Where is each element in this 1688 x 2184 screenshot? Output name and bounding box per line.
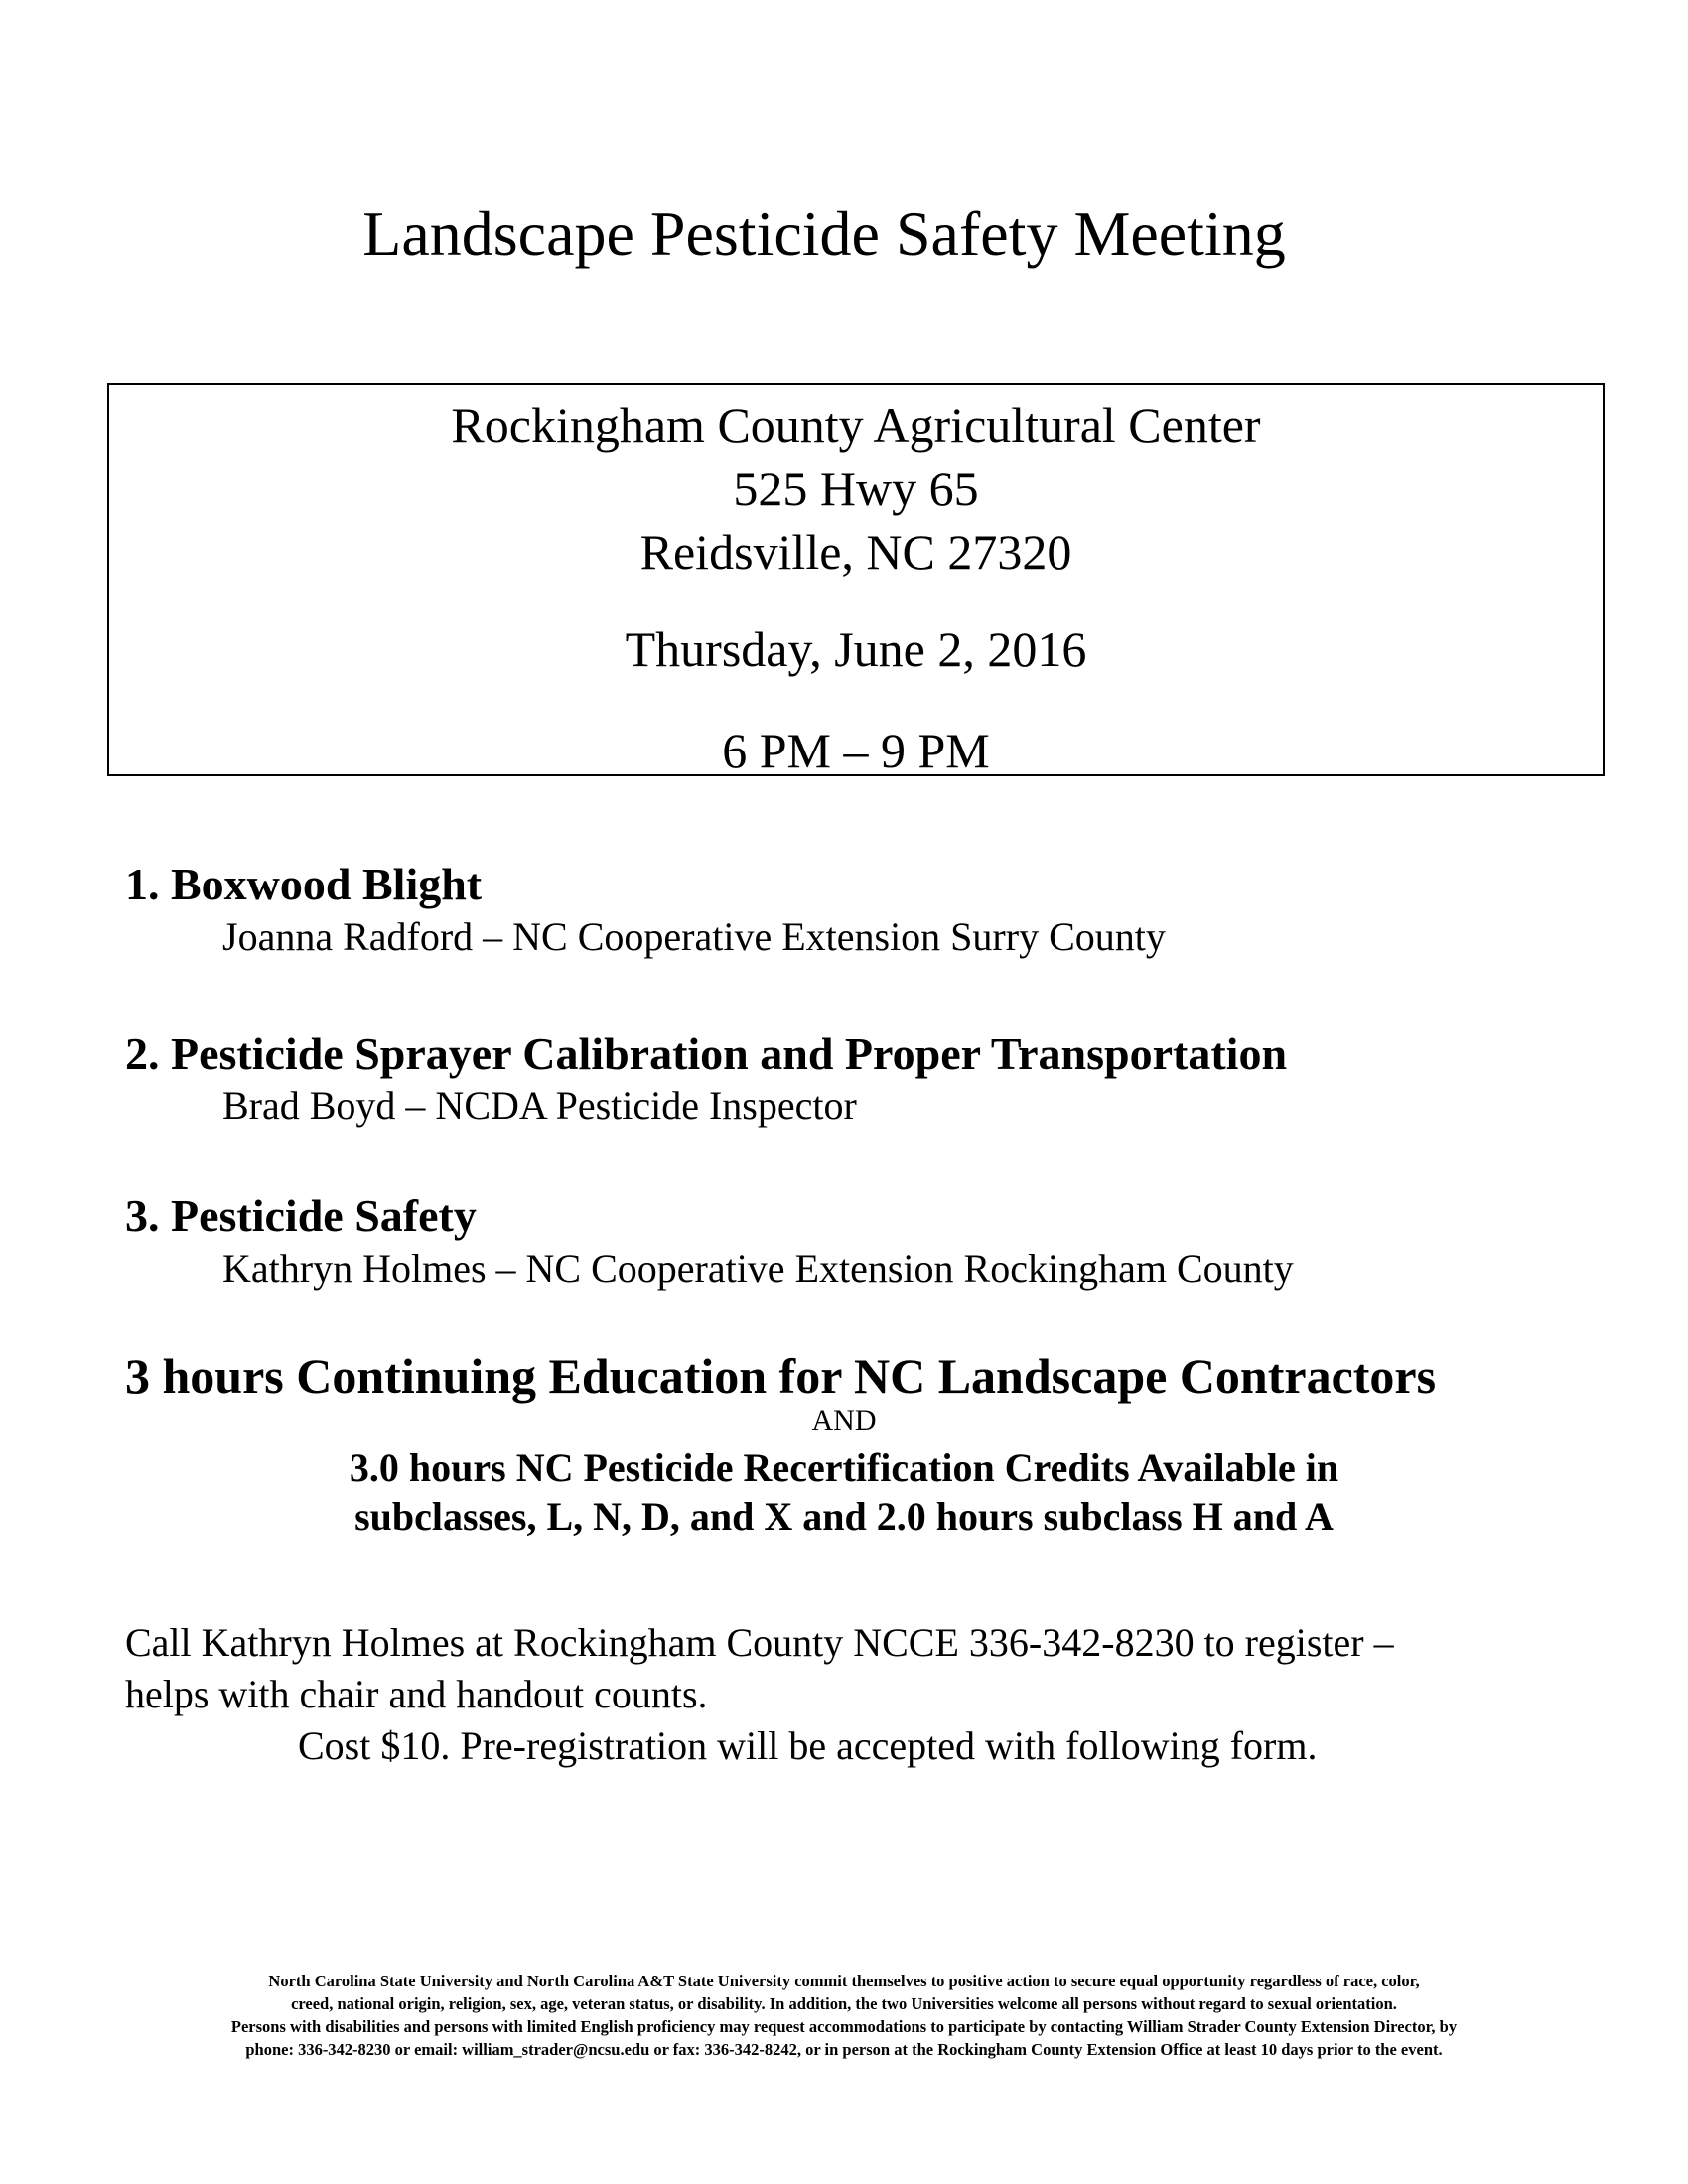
registration-text: helps with chair and handout counts. [125,1672,708,1716]
venue-name: Rockingham County Agricultural Center [451,397,1261,453]
agenda-item-title: 2. Pesticide Sprayer Calibration and Proper Transportation [125,1028,1288,1079]
page-title [0,197,1688,272]
recert-credits-line: 3.0 hours NC Pesticide Recertification Credits Available in [349,1445,1339,1490]
footer-line: phone: 336-342-8230 or email: william_strader@ncsu.edu or fax: 336-342-8242, or in person at the Rockingham County Extension Office at least 10 days prior to the event. [245,2040,1443,2059]
agenda-item-title: 3. Pesticide Safety [125,1190,477,1241]
event-time: 6 PM – 9 PM [722,723,990,778]
registration-text: Call Kathryn Holmes at Rockingham County NCCE 336-342-8230 to register – [125,1620,1394,1665]
ce-headline: 3 hours Continuing Education for NC Landscape Contractors [125,1348,1437,1404]
agenda-item-speaker: Kathryn Holmes – NC Cooperative Extension Rockingham County [222,1246,1294,1291]
footer-line: Persons with disabilities and persons with limited English proficiency may request accommodations to participate by contacting William Strader County Extension Director, by [230,2017,1458,2036]
agenda-item-speaker: Joanna Radford – NC Cooperative Extension Surry County [222,914,1166,959]
cost-text: Cost $10. Pre-registration will be accepted with following form. [298,1723,1318,1768]
venue-city: Reidsville, NC 27320 [639,524,1072,580]
agenda-item-title: 1. Boxwood Blight [125,859,483,909]
footer-line: creed, national origin, religion, sex, age, veteran status, or disability. In addition, the two Universities welcome all persons without regard to sexual orientation. [291,1994,1397,2013]
recert-subclasses-line: subclasses, L, N, D, and X and 2.0 hours subclass H and A [354,1494,1334,1539]
page-title-text: Landscape Pesticide Safety Meeting [362,199,1286,269]
venue-street: 525 Hwy 65 [733,461,979,516]
footer-line: North Carolina State University and North Carolina A&T State University commit themselves to positive action to secure equal opportunity regardless of race, color, [268,1972,1420,1990]
venue-box [107,383,1605,776]
ce-and: AND [811,1404,877,1436]
event-date: Thursday, June 2, 2016 [625,621,1087,677]
agenda-item-speaker: Brad Boyd – NCDA Pesticide Inspector [222,1083,857,1128]
